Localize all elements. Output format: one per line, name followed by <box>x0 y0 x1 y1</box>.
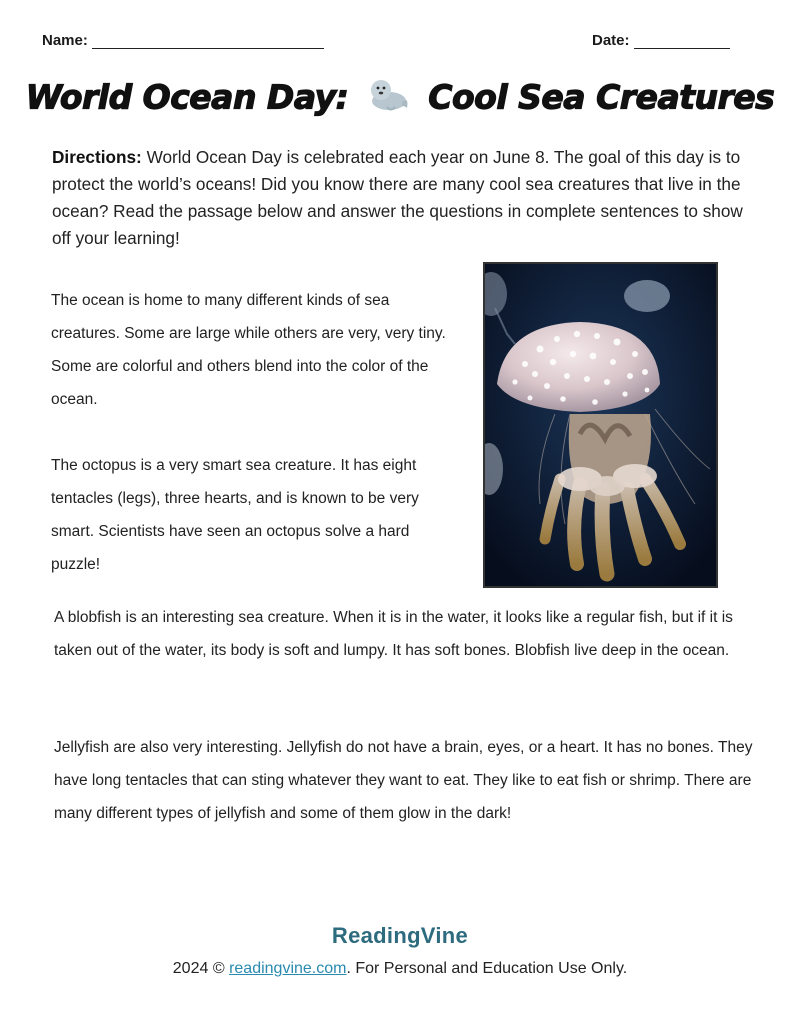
name-blank-line[interactable] <box>92 48 324 49</box>
passage-paragraph <box>54 601 764 667</box>
directions <box>52 144 762 252</box>
site-link[interactable]: readingvine.com <box>229 960 347 977</box>
jellyfish-photo <box>483 262 718 588</box>
copyright-rest: . For Personal and Education Use Only. <box>346 960 628 977</box>
page-title <box>0 76 800 122</box>
brand-logo: ReadingVine <box>331 923 469 948</box>
directions-text: World Ocean Day is celebrated each year on June 8. The goal of this day is to protect the world’s oceans! Did you know there are many cool sea creatures that live in the ocean? Read the passage below and answer the questions in complete sentences to show off your learning! <box>52 147 743 248</box>
date-blank-line[interactable] <box>634 48 730 49</box>
date-field <box>592 32 730 49</box>
seal-icon <box>365 76 411 122</box>
paragraph-octopus: The octopus is a very smart sea creature. It has eight tentacles (legs), three hearts, and is known to be very smart. Scientists have seen an octopus solve a hard puzzle! <box>51 457 419 573</box>
passage-paragraph <box>54 731 764 830</box>
passage-paragraph <box>51 449 461 581</box>
name-field <box>42 32 324 49</box>
title-right: Cool Sea Creatures <box>428 77 775 117</box>
paragraph-ocean: The ocean is home to many different kinds of sea creatures. Some are large while others are very, very tiny. Some are colorful and others blend into the color of the ocean. <box>51 292 446 408</box>
paragraph-blobfish: A blobfish is an interesting sea creature. When it is in the water, it looks like a regular fish, but if it is taken out of the water, its body is soft and lumpy. It has soft bones. Blobfish live deep in the ocean. <box>54 609 733 659</box>
copyright-year: 2024 © <box>172 960 225 977</box>
passage-paragraph <box>51 284 461 416</box>
directions-label: Directions: <box>52 147 142 167</box>
paragraph-jellyfish: Jellyfish are also very interesting. Jellyfish do not have a brain, eyes, or a heart. It has no bones. They have long tentacles that can sting whatever they want to eat. They like to eat fish or shrimp. There are many different types of jellyfish and some of them glow in the dark! <box>54 739 753 822</box>
name-label: Name: <box>42 32 88 49</box>
date-label: Date: <box>592 32 630 49</box>
worksheet-header <box>42 32 742 54</box>
title-left: World Ocean Day: <box>25 77 349 117</box>
copyright-line <box>0 960 800 978</box>
